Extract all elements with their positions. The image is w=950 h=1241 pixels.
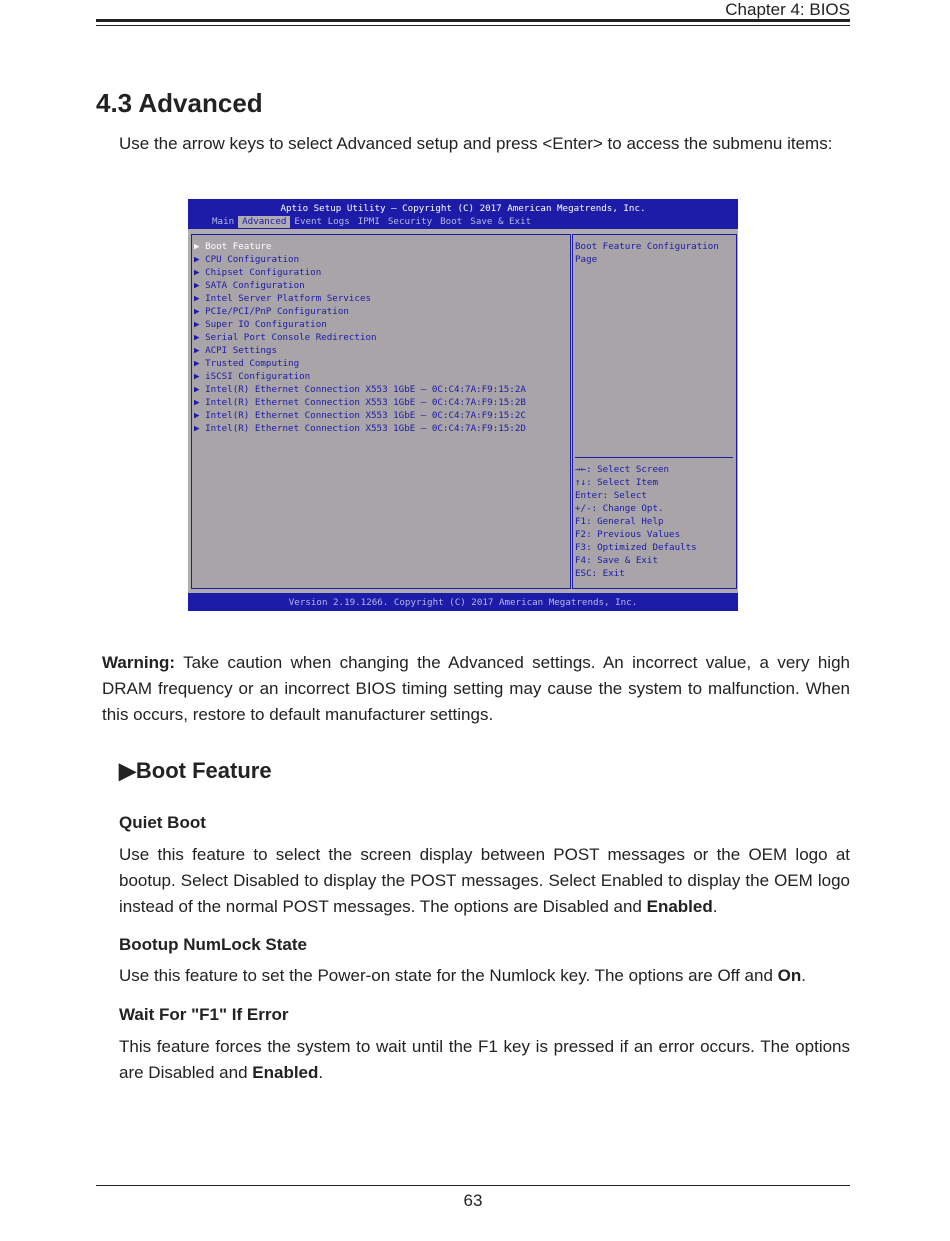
bios-key-hint: →←: Select Screen <box>575 464 670 475</box>
bios-tab-main: Main <box>212 216 235 227</box>
bios-menu-item: ▶ Intel(R) Ethernet Connection X553 1GbE – 0C:C4:7A:F9:15:2A <box>194 384 526 395</box>
header-rule-thin <box>96 25 850 26</box>
bios-key-hint: F2: Previous Values <box>575 529 681 540</box>
header-rule-thick <box>96 19 850 22</box>
bios-menu-item: ▶ Intel Server Platform Services <box>194 293 372 304</box>
section-intro: Use the arrow keys to select Advanced setup and press <Enter> to access the submenu items: <box>119 134 833 153</box>
bios-menu-item: ▶ ACPI Settings <box>194 345 277 356</box>
bios-title-bar <box>188 199 738 229</box>
page-number: 63 <box>463 1191 483 1210</box>
bios-menu-item: ▶ iSCSI Configuration <box>194 371 311 382</box>
bios-key-hint: F4: Save & Exit <box>575 555 658 566</box>
bios-key-hint: Enter: Select <box>575 490 647 501</box>
numlock-text: Use this feature to set the Power-on state for the Numlock key. The options are Off and <box>119 966 778 985</box>
numlock-end: . <box>801 966 806 985</box>
bios-menu-item: ▶ SATA Configuration <box>194 280 305 291</box>
bios-help-text: Boot Feature Configuration <box>575 241 719 252</box>
bios-menu-item: ▶ Intel(R) Ethernet Connection X553 1GbE – 0C:C4:7A:F9:15:2B <box>194 397 526 408</box>
bios-menu-item: ▶ Serial Port Console Redirection <box>194 332 377 343</box>
bios-key-hint: +/-: Change Opt. <box>575 503 664 514</box>
bios-help-text: Page <box>575 254 598 265</box>
quiet-boot-end: . <box>712 897 718 916</box>
wait-f1-text: This feature forces the system to wait until the F1 key is pressed if an error occurs. The options are Disabled and <box>119 1037 850 1082</box>
bios-tab-security: Security <box>387 216 433 227</box>
bios-menu-item: ▶ Intel(R) Ethernet Connection X553 1GbE – 0C:C4:7A:F9:15:2D <box>194 423 526 434</box>
numlock-heading: Bootup NumLock State <box>119 935 307 954</box>
bios-menu-item: ▶ Chipset Configuration <box>194 267 322 278</box>
warning-text: Take caution when changing the Advanced settings. An incorrect value, a very high DRAM frequency or an incorrect BIOS timing setting may cause the system to malfunction. When this occurs, restore to default manufacturer settings. <box>102 653 850 724</box>
bios-key-hint: F1: General Help <box>575 516 664 527</box>
bios-key-hint: F3: Optimized Defaults <box>575 542 697 553</box>
chapter-header: Chapter 4: BIOS <box>725 0 850 19</box>
bios-tab-ipmi: IPMI <box>357 216 380 227</box>
bios-menu-item: ▶ CPU Configuration <box>194 254 300 265</box>
quiet-boot-text: Use this feature to select the screen display between POST messages or the OEM logo at bootup. Select Disabled to display the POST messages. Select Enabled to display the OEM logo instead of the normal POST messages. The options are Disabled and <box>119 845 850 916</box>
warning-paragraph <box>102 650 850 728</box>
bios-key-hint: ESC: Exit <box>575 568 625 579</box>
bios-version-text: Version 2.19.1266. Copyright (C) 2017 American Megatrends, Inc. <box>288 597 638 608</box>
quiet-boot-default: Enabled <box>646 897 713 916</box>
quiet-boot-heading: Quiet Boot <box>119 813 206 832</box>
numlock-description <box>119 963 850 989</box>
bios-footer-bar <box>188 593 738 611</box>
bios-menu-item: ▶ Intel(R) Ethernet Connection X553 1GbE – 0C:C4:7A:F9:15:2C <box>194 410 526 421</box>
bios-menu-item: ▶ Trusted Computing <box>194 358 300 369</box>
wait-f1-end: . <box>318 1063 324 1082</box>
wait-f1-description <box>119 1034 850 1086</box>
bios-help-divider <box>575 457 733 458</box>
bios-menu-item: ▶ PCIe/PCI/PnP Configuration <box>194 306 349 317</box>
bios-tab-event-logs: Event Logs <box>294 216 350 227</box>
numlock-default: On <box>777 966 802 985</box>
wait-f1-heading: Wait For "F1" If Error <box>119 1005 289 1024</box>
bios-menu-item: ▶ Super IO Configuration <box>194 319 327 330</box>
section-title: 4.3 Advanced <box>96 88 263 118</box>
footer-rule <box>96 1185 850 1186</box>
wait-f1-default: Enabled <box>252 1063 319 1082</box>
bios-title: Aptio Setup Utility – Copyright (C) 2017 American Megatrends, Inc. <box>280 203 646 214</box>
bios-menu-panel <box>191 234 571 589</box>
bios-help-panel <box>572 234 737 589</box>
bios-tab-save-exit: Save & Exit <box>470 216 532 227</box>
bios-tab-advanced: Advanced <box>238 216 290 228</box>
bios-menu-item: ▶ Boot Feature <box>194 241 272 252</box>
bios-tab-boot: Boot <box>440 216 463 227</box>
quiet-boot-description <box>119 842 850 920</box>
warning-label: Warning: <box>102 653 176 672</box>
bios-screenshot <box>188 199 738 611</box>
boot-feature-title: ▶Boot Feature <box>119 758 272 783</box>
bios-tab-bar <box>208 216 535 228</box>
bios-key-hint: ↑↓: Select Item <box>575 477 658 488</box>
